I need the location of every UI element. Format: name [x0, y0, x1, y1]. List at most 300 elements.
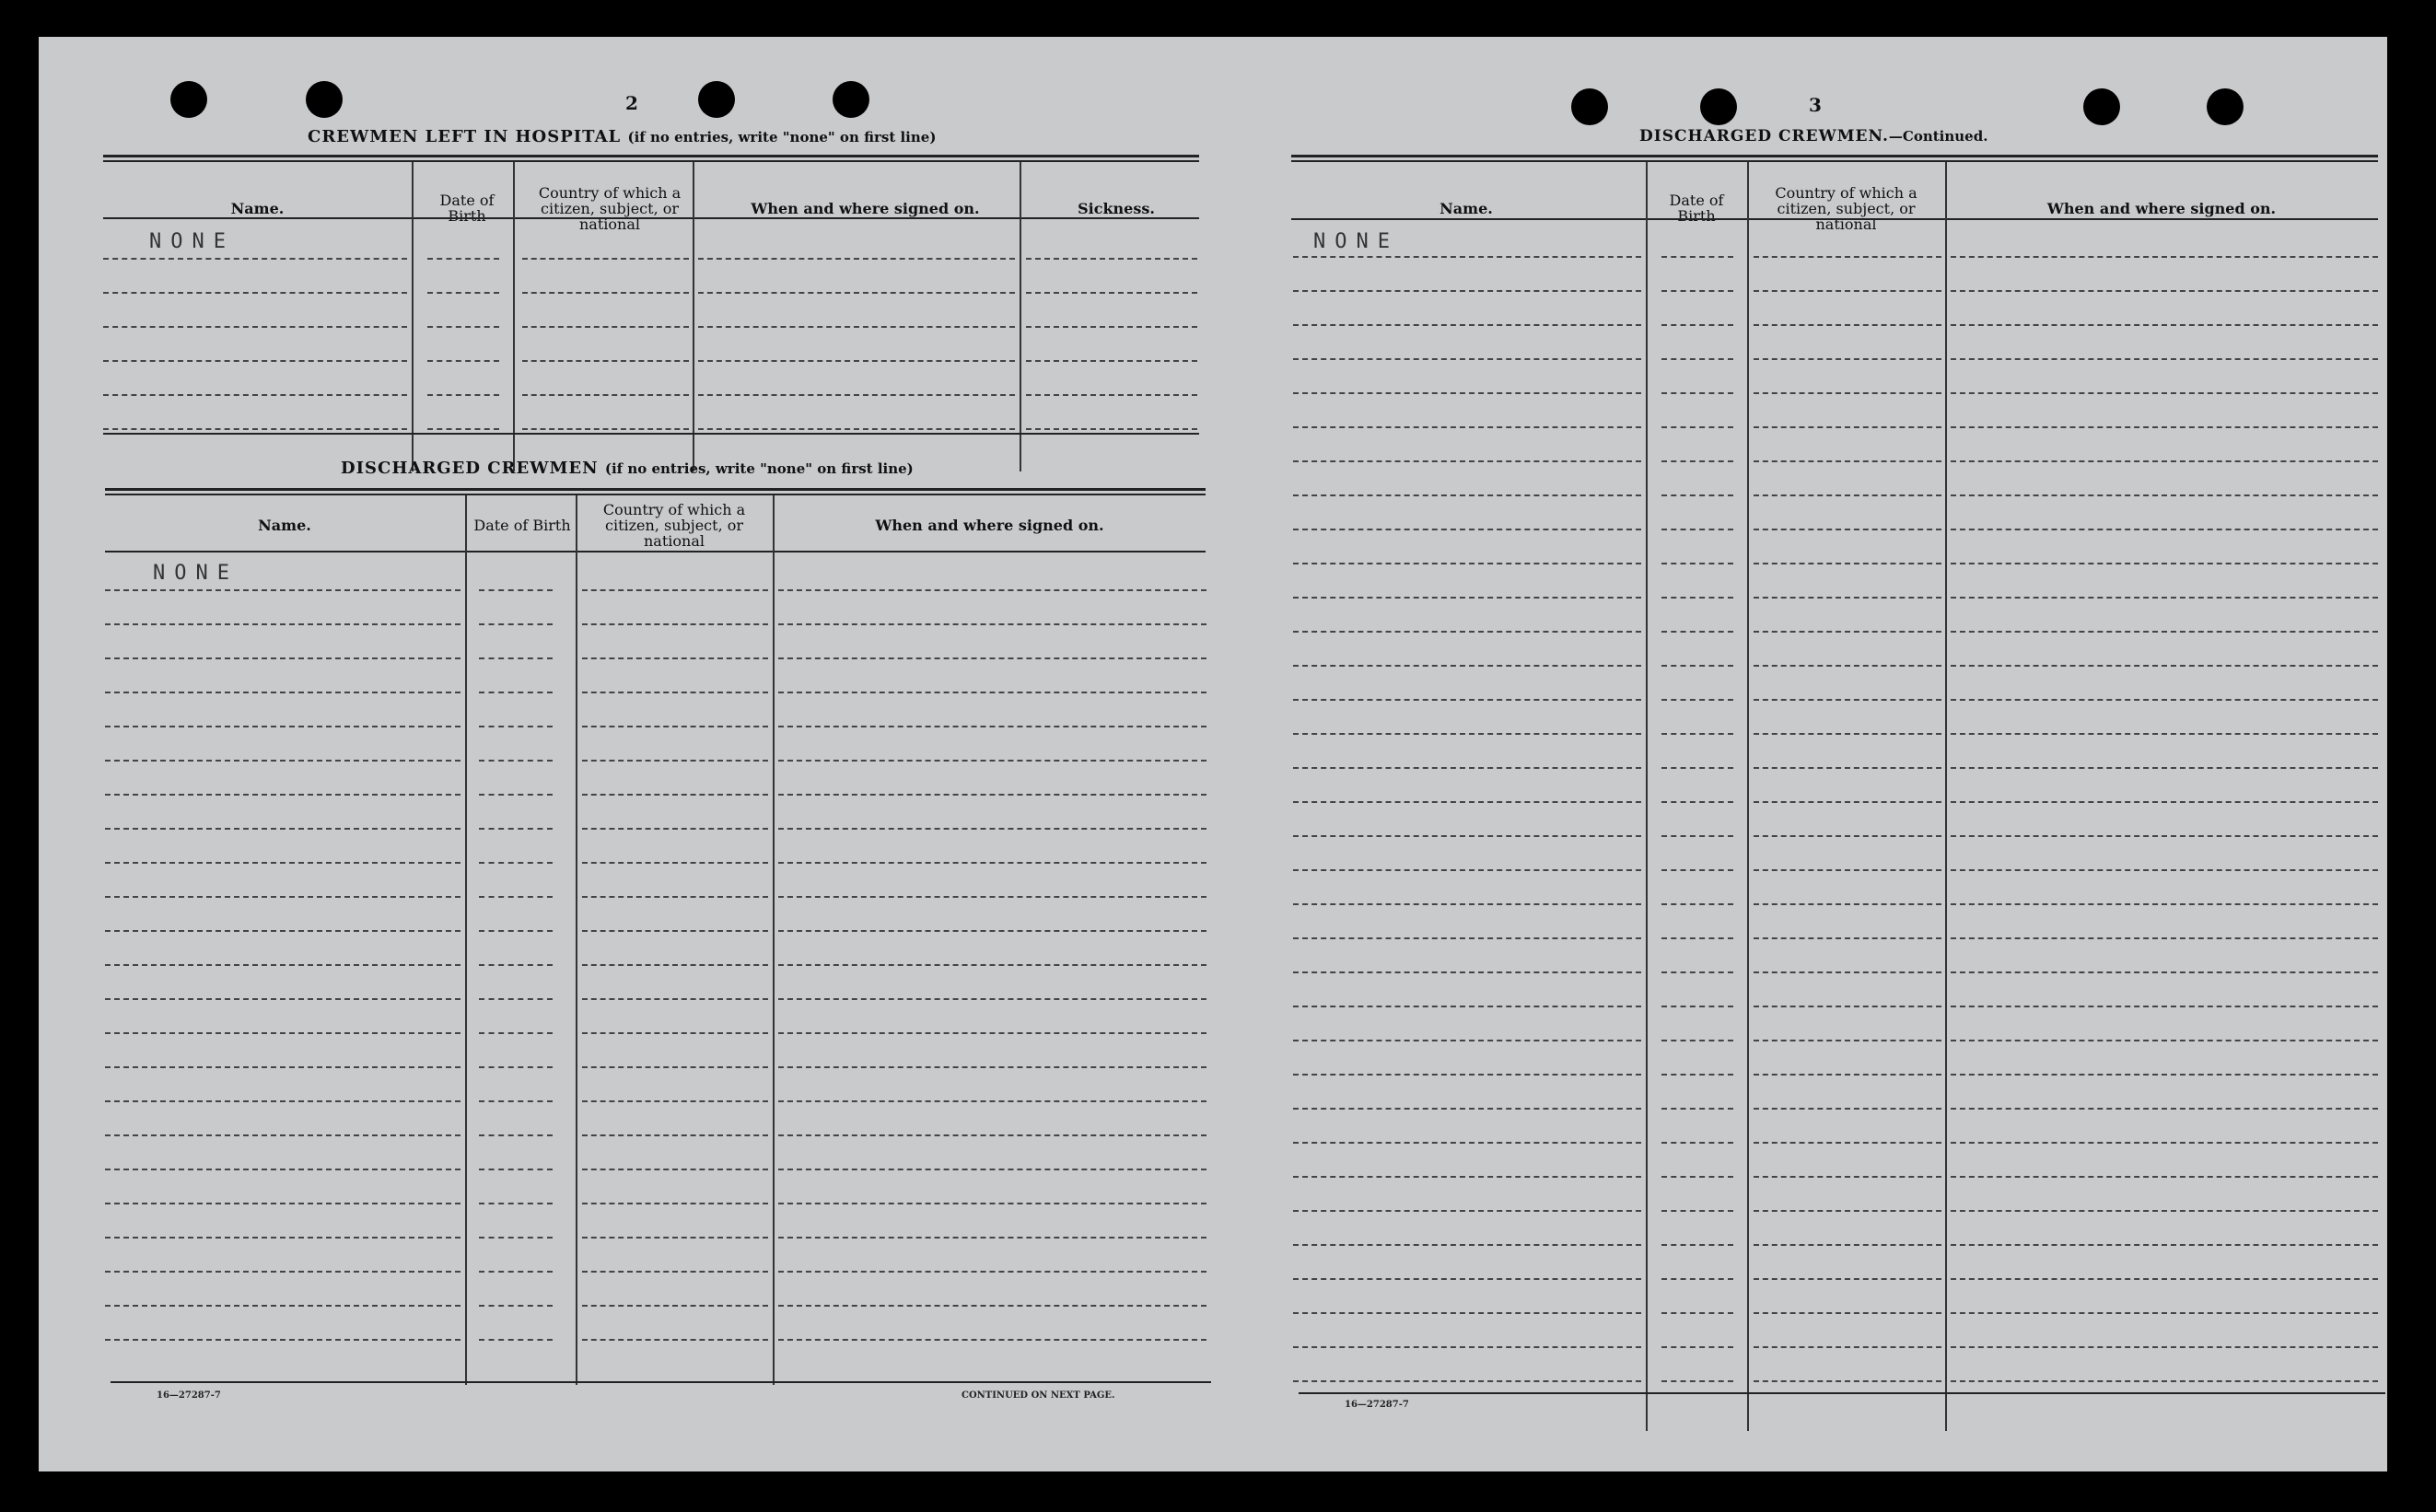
entry-line — [1661, 1006, 1733, 1007]
entry-line — [479, 1134, 553, 1136]
entry-line — [778, 1169, 1206, 1170]
entry-line — [479, 828, 553, 830]
discharged-continued-title-text: DISCHARGED CREWMEN. — [1639, 127, 1889, 145]
entry-line — [1293, 1006, 1641, 1007]
entry-line — [1661, 1380, 1733, 1382]
entry-line — [1754, 1346, 1941, 1348]
entry-line — [1661, 1346, 1733, 1348]
discharged-continued-suffix: —Continued. — [1888, 128, 1988, 145]
entry-line — [778, 1305, 1206, 1307]
entry-line — [1951, 426, 2378, 428]
entry-line — [582, 1339, 768, 1341]
entry-line — [1951, 1244, 2378, 1246]
entry-line — [479, 998, 553, 1000]
entry-line — [582, 998, 768, 1000]
entry-line — [1293, 1380, 1641, 1382]
entry-line — [1754, 1108, 1941, 1110]
entry-line — [778, 1032, 1206, 1034]
discharged-col-divider — [773, 495, 775, 1385]
entry-line — [103, 394, 407, 396]
entry-line — [582, 1032, 768, 1034]
entry-line — [1754, 1176, 1941, 1178]
entry-line — [522, 428, 689, 430]
discharged-top-rule-2 — [105, 494, 1206, 495]
entry-line — [105, 964, 460, 966]
entry-line — [522, 258, 689, 260]
discharged-col-name: Name. — [258, 516, 311, 534]
entry-line — [1951, 767, 2378, 769]
entry-line — [105, 760, 460, 762]
entry-line — [1661, 1074, 1733, 1076]
entry-line — [1661, 1312, 1733, 1314]
entry-line — [479, 726, 553, 727]
entry-line — [1661, 324, 1733, 326]
entry-line — [582, 589, 768, 591]
hospital-first-entry: NONE — [149, 230, 235, 253]
right-top-rule — [1291, 155, 2378, 157]
entry-line — [1661, 699, 1733, 701]
hospital-top-rule — [103, 155, 1199, 157]
entry-line — [698, 360, 1015, 362]
entry-line — [1951, 1142, 2378, 1144]
entry-line — [1293, 494, 1641, 496]
entry-line — [1293, 358, 1641, 360]
entry-line — [582, 862, 768, 864]
entry-line — [1661, 290, 1733, 292]
entry-line — [1754, 256, 1941, 258]
form-number-left: 16—27287-7 — [157, 1390, 221, 1401]
discharged-bottom-rule — [111, 1381, 1211, 1383]
entry-line — [105, 930, 460, 932]
entry-line — [1026, 428, 1197, 430]
hospital-col-dob: Date of Birth — [439, 192, 495, 225]
entry-line — [105, 1100, 460, 1102]
entry-line — [698, 292, 1015, 294]
discharged-col-divider — [465, 495, 467, 1385]
hospital-instruction: (if no entries, write "none" on first line) — [627, 129, 937, 145]
entry-line — [479, 1305, 553, 1307]
entry-line — [479, 930, 553, 932]
punch-hole — [2207, 88, 2244, 125]
right-col-divider — [1945, 162, 1947, 1431]
entry-line — [1293, 937, 1641, 939]
entry-line — [582, 1271, 768, 1273]
entry-line — [582, 794, 768, 796]
entry-line — [1026, 394, 1197, 396]
entry-line — [1293, 597, 1641, 599]
entry-line — [1754, 767, 1941, 769]
entry-line — [778, 828, 1206, 830]
entry-line — [1661, 392, 1733, 394]
entry-line — [1026, 292, 1197, 294]
entry-line — [1293, 1244, 1641, 1246]
entry-line — [778, 1339, 1206, 1341]
entry-line — [479, 1032, 553, 1034]
entry-line — [1293, 835, 1641, 837]
entry-line — [1951, 392, 2378, 394]
entry-line — [778, 589, 1206, 591]
entry-line — [778, 862, 1206, 864]
entry-line — [698, 326, 1015, 328]
entry-line — [105, 1066, 460, 1068]
entry-line — [427, 326, 499, 328]
discharged-header-rule — [105, 551, 1206, 552]
entry-line — [479, 1237, 553, 1239]
entry-line — [582, 760, 768, 762]
entry-line — [105, 1032, 460, 1034]
entry-line — [1661, 733, 1733, 735]
entry-line — [778, 726, 1206, 727]
entry-line — [1951, 801, 2378, 803]
entry-line — [1293, 699, 1641, 701]
entry-line — [582, 1169, 768, 1170]
hospital-col-divider — [693, 162, 694, 471]
entry-line — [778, 1237, 1206, 1239]
entry-line — [1661, 869, 1733, 871]
entry-line — [103, 292, 407, 294]
entry-line — [778, 998, 1206, 1000]
hospital-col-divider — [1020, 162, 1021, 471]
entry-line — [1951, 1210, 2378, 1212]
entry-line — [1661, 358, 1733, 360]
right-col-divider — [1646, 162, 1648, 1431]
entry-line — [582, 1203, 768, 1204]
entry-line — [1754, 324, 1941, 326]
entry-line — [1293, 1176, 1641, 1178]
entry-line — [1661, 767, 1733, 769]
entry-line — [778, 930, 1206, 932]
entry-line — [1951, 937, 2378, 939]
entry-line — [1661, 494, 1733, 496]
entry-line — [1951, 1074, 2378, 1076]
entry-line — [1293, 971, 1641, 973]
punch-hole — [833, 81, 869, 118]
entry-line — [582, 726, 768, 727]
entry-line — [1026, 258, 1197, 260]
entry-line — [1293, 1074, 1641, 1076]
entry-line — [1951, 1346, 2378, 1348]
entry-line — [105, 657, 460, 659]
entry-line — [479, 760, 553, 762]
hospital-title-text: CREWMEN LEFT IN HOSPITAL — [308, 127, 622, 146]
punch-hole — [1571, 88, 1608, 125]
entry-line — [1951, 1278, 2378, 1280]
entry-line — [105, 862, 460, 864]
entry-line — [1951, 1006, 2378, 1007]
right-top-rule-2 — [1291, 160, 2378, 162]
hospital-section-title — [308, 127, 936, 146]
entry-line — [522, 326, 689, 328]
entry-line — [1293, 324, 1641, 326]
entry-line — [582, 930, 768, 932]
entry-line — [582, 692, 768, 693]
entry-line — [698, 394, 1015, 396]
entry-line — [1661, 426, 1733, 428]
entry-line — [1951, 529, 2378, 530]
entry-line — [427, 428, 499, 430]
entry-line — [1754, 1244, 1941, 1246]
hospital-col-signed: When and where signed on. — [751, 199, 980, 217]
entry-line — [479, 1339, 553, 1341]
continued-note: CONTINUED ON NEXT PAGE. — [962, 1390, 1115, 1401]
entry-line — [1293, 460, 1641, 462]
entry-line — [778, 1134, 1206, 1136]
entry-line — [1293, 563, 1641, 564]
entry-line — [427, 394, 499, 396]
entry-line — [479, 1271, 553, 1273]
entry-line — [1754, 494, 1941, 496]
entry-line — [698, 428, 1015, 430]
entry-line — [522, 292, 689, 294]
entry-line — [778, 964, 1206, 966]
entry-line — [1293, 733, 1641, 735]
entry-line — [1293, 767, 1641, 769]
entry-line — [582, 828, 768, 830]
right-header-rule — [1291, 218, 2378, 220]
entry-line — [105, 1237, 460, 1239]
entry-line — [582, 1066, 768, 1068]
entry-line — [1951, 494, 2378, 496]
entry-line — [1951, 358, 2378, 360]
entry-line — [778, 896, 1206, 898]
entry-line — [1754, 1210, 1941, 1212]
entry-line — [479, 1203, 553, 1204]
entry-line — [1293, 1142, 1641, 1144]
entry-line — [582, 657, 768, 659]
entry-line — [582, 623, 768, 625]
entry-line — [1951, 665, 2378, 667]
entry-line — [1661, 835, 1733, 837]
entry-line — [479, 1169, 553, 1170]
entry-line — [479, 589, 553, 591]
entry-line — [479, 1100, 553, 1102]
entry-line — [1293, 869, 1641, 871]
entry-line — [1026, 360, 1197, 362]
hospital-col-divider — [412, 162, 414, 471]
entry-line — [1661, 1210, 1733, 1212]
entry-line — [103, 360, 407, 362]
entry-line — [1661, 971, 1733, 973]
entry-line — [1754, 1040, 1941, 1041]
right-col-divider — [1747, 162, 1749, 1431]
entry-line — [1293, 1346, 1641, 1348]
entry-line — [1754, 290, 1941, 292]
entry-line — [778, 760, 1206, 762]
page-number-right: 3 — [1809, 94, 1822, 116]
entry-line — [522, 394, 689, 396]
entry-line — [1661, 631, 1733, 633]
entry-line — [1951, 290, 2378, 292]
entry-line — [1293, 1312, 1641, 1314]
entry-line — [778, 1100, 1206, 1102]
entry-line — [1951, 835, 2378, 837]
entry-line — [1293, 1108, 1641, 1110]
entry-line — [427, 292, 499, 294]
page-number-left: 2 — [625, 92, 638, 114]
entry-line — [105, 1203, 460, 1204]
entry-line — [698, 258, 1015, 260]
entry-line — [582, 896, 768, 898]
entry-line — [1661, 256, 1733, 258]
entry-line — [1754, 1006, 1941, 1007]
entry-line — [1293, 392, 1641, 394]
entry-line — [1951, 324, 2378, 326]
entry-line — [105, 726, 460, 727]
entry-line — [1754, 1142, 1941, 1144]
entry-line — [778, 692, 1206, 693]
entry-line — [103, 326, 407, 328]
entry-line — [1661, 597, 1733, 599]
entry-line — [1661, 460, 1733, 462]
discharged-top-rule — [105, 488, 1206, 491]
entry-line — [1754, 631, 1941, 633]
discharged-first-entry: NONE — [153, 562, 239, 585]
entry-line — [1661, 1108, 1733, 1110]
entry-line — [427, 258, 499, 260]
entry-line — [1293, 903, 1641, 905]
hospital-col-country: Country of which a citizen, subject, or national — [538, 183, 682, 233]
entry-line — [1661, 1142, 1733, 1144]
entry-line — [778, 1066, 1206, 1068]
right-first-entry: NONE — [1313, 230, 1399, 253]
entry-line — [1951, 256, 2378, 258]
hospital-top-rule-2 — [103, 160, 1199, 162]
entry-line — [479, 794, 553, 796]
entry-line — [1026, 326, 1197, 328]
entry-line — [582, 1237, 768, 1239]
entry-line — [1754, 1380, 1941, 1382]
entry-line — [105, 692, 460, 693]
entry-line — [1754, 903, 1941, 905]
entry-line — [1754, 801, 1941, 803]
entry-line — [1754, 699, 1941, 701]
entry-line — [479, 1066, 553, 1068]
entry-line — [1951, 1108, 2378, 1110]
right-col-signed: When and where signed on. — [2046, 199, 2277, 217]
entry-line — [1951, 869, 2378, 871]
entry-line — [1754, 1074, 1941, 1076]
entry-line — [105, 589, 460, 591]
entry-line — [1754, 1312, 1941, 1314]
punch-hole — [170, 81, 207, 118]
entry-line — [1951, 1176, 2378, 1178]
entry-line — [1951, 1380, 2378, 1382]
entry-line — [1661, 1278, 1733, 1280]
discharged-instruction: (if no entries, write "none" on first line) — [604, 460, 914, 477]
hospital-header-rule — [103, 217, 1199, 219]
entry-line — [1661, 903, 1733, 905]
entry-line — [778, 794, 1206, 796]
entry-line — [105, 998, 460, 1000]
discharged-col-divider — [576, 495, 577, 1385]
right-bottom-rule — [1299, 1392, 2385, 1394]
entry-line — [103, 428, 407, 430]
entry-line — [105, 828, 460, 830]
entry-line — [105, 1169, 460, 1170]
hospital-col-name: Name. — [230, 199, 285, 217]
punch-hole — [306, 81, 343, 118]
entry-line — [1951, 699, 2378, 701]
entry-line — [1293, 1210, 1641, 1212]
entry-line — [1293, 529, 1641, 530]
entry-line — [1661, 937, 1733, 939]
entry-line — [1951, 631, 2378, 633]
entry-line — [1754, 460, 1941, 462]
entry-line — [1754, 597, 1941, 599]
right-col-country: Country of which a citizen, subject, or national — [1775, 183, 1917, 233]
entry-line — [105, 623, 460, 625]
entry-line — [1951, 563, 2378, 564]
entry-line — [1293, 665, 1641, 667]
entry-line — [582, 964, 768, 966]
entry-line — [1951, 1040, 2378, 1041]
entry-line — [1293, 256, 1641, 258]
entry-line — [1754, 563, 1941, 564]
entry-line — [1293, 631, 1641, 633]
right-col-dob: Date of Birth — [1669, 192, 1724, 225]
entry-line — [1293, 1278, 1641, 1280]
entry-line — [1951, 460, 2378, 462]
entry-line — [1754, 937, 1941, 939]
entry-line — [1754, 971, 1941, 973]
form-sheet — [39, 37, 2387, 1471]
entry-line — [105, 896, 460, 898]
form-number-right: 16—27287-7 — [1345, 1400, 1409, 1410]
entry-line — [103, 258, 407, 260]
entry-line — [1754, 392, 1941, 394]
entry-line — [105, 1305, 460, 1307]
entry-line — [1661, 801, 1733, 803]
entry-line — [479, 964, 553, 966]
discharged-continued-title — [1639, 127, 1987, 145]
entry-line — [479, 862, 553, 864]
punch-hole — [698, 81, 735, 118]
entry-line — [1754, 733, 1941, 735]
entry-line — [1661, 563, 1733, 564]
entry-line — [1293, 1040, 1641, 1041]
discharged-title-text: DISCHARGED CREWMEN — [341, 459, 599, 478]
entry-line — [105, 1271, 460, 1273]
discharged-section-title — [341, 459, 914, 478]
entry-line — [1754, 358, 1941, 360]
entry-line — [778, 1203, 1206, 1204]
discharged-col-signed: When and where signed on. — [875, 516, 1104, 534]
entry-line — [582, 1134, 768, 1136]
entry-line — [522, 360, 689, 362]
entry-line — [1951, 971, 2378, 973]
entry-line — [1661, 665, 1733, 667]
entry-line — [1293, 426, 1641, 428]
entry-line — [1754, 529, 1941, 530]
discharged-col-country: Country of which a citizen, subject, or national — [602, 500, 746, 550]
entry-line — [427, 360, 499, 362]
entry-line — [479, 657, 553, 659]
entry-line — [1293, 801, 1641, 803]
entry-line — [1951, 733, 2378, 735]
entry-line — [479, 896, 553, 898]
entry-line — [778, 657, 1206, 659]
entry-line — [1951, 903, 2378, 905]
entry-line — [1754, 426, 1941, 428]
hospital-col-sickness: Sickness. — [1078, 199, 1155, 217]
entry-line — [105, 794, 460, 796]
entry-line — [1754, 1278, 1941, 1280]
entry-line — [479, 623, 553, 625]
hospital-col-divider — [513, 162, 515, 471]
entry-line — [1293, 290, 1641, 292]
hospital-bottom-rule — [103, 433, 1199, 435]
entry-line — [1754, 665, 1941, 667]
